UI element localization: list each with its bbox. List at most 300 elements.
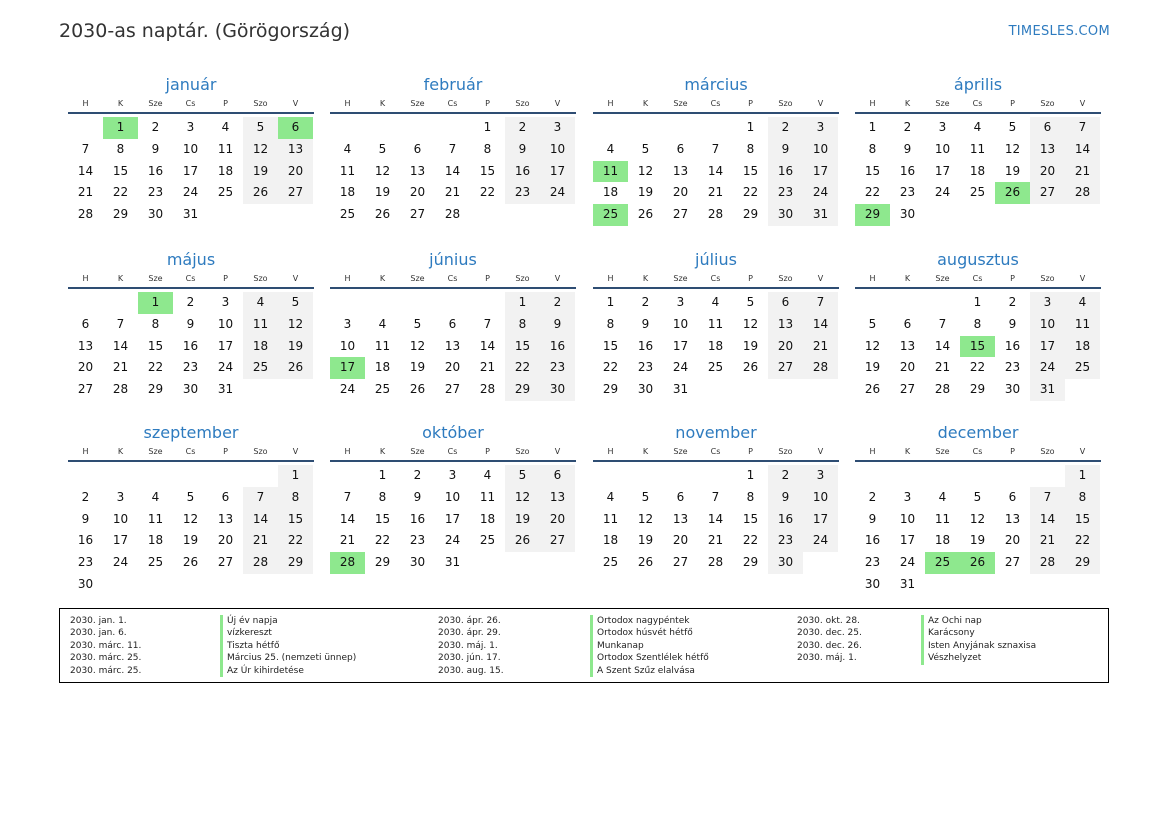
day-cell: 20 [278, 161, 313, 183]
day-cell: 20 [409, 185, 426, 200]
legend-names-col3 [921, 615, 1036, 665]
legend-names-col2 [590, 615, 709, 677]
day-cell: 26 [243, 182, 278, 204]
day-cell: 11 [147, 511, 164, 526]
empty-cell [925, 465, 960, 487]
weekday-label: V [292, 99, 299, 108]
weekday-label: H [869, 447, 876, 456]
day-cell: 21 [77, 185, 94, 200]
day-cell: 24 [339, 382, 356, 397]
weekday-header [593, 446, 839, 462]
weekday-label: Szo [253, 99, 268, 108]
holiday-legend [59, 608, 1109, 683]
day-cell: 23 [77, 555, 94, 570]
empty-cell [173, 465, 208, 487]
day-cell: 11 [593, 161, 628, 183]
day-cell: 28 [77, 207, 94, 222]
day-cell: 8 [746, 489, 755, 504]
legend-date: 2030. ápr. 26. [438, 616, 501, 626]
day-cell: 12 [505, 487, 540, 509]
day-cell: 21 [444, 185, 461, 200]
day-cell: 4 [378, 316, 387, 331]
weekday-label: Szo [778, 274, 793, 283]
day-cell: 8 [1065, 487, 1100, 509]
day-cell: 25 [479, 533, 496, 548]
weekday-label: V [817, 274, 824, 283]
day-cell: 6 [676, 141, 685, 156]
day-cell: 16 [147, 163, 164, 178]
empty-cell [400, 117, 435, 139]
empty-cell [400, 292, 435, 314]
day-cell: 20 [77, 360, 94, 375]
empty-cell [925, 292, 960, 314]
day-cell: 17 [182, 163, 199, 178]
month-name: április [953, 75, 1003, 94]
day-cell: 26 [960, 552, 995, 574]
legend-dates-col3 [797, 615, 862, 665]
day-cell: 26 [278, 357, 313, 379]
legend-date: 2030. jan. 1. [70, 616, 127, 626]
weekday-label: Sze [410, 274, 425, 283]
day-cell: 3 [540, 117, 575, 139]
day-cell: 9 [186, 316, 195, 331]
day-cell: 31 [182, 207, 199, 222]
day-cell: 1 [378, 468, 387, 482]
weekday-label: K [642, 99, 649, 108]
day-cell: 23 [899, 185, 916, 200]
weekday-label: K [117, 99, 124, 108]
day-cell: 13 [444, 338, 461, 353]
weekday-label: H [344, 274, 351, 283]
day-cell: 17 [330, 357, 365, 379]
weekday-label: K [904, 274, 911, 283]
day-cell: 10 [540, 139, 575, 161]
day-cell: 10 [444, 489, 461, 504]
day-cell: 2 [903, 120, 912, 134]
day-cell: 11 [1065, 314, 1100, 336]
day-cell: 11 [969, 141, 986, 156]
legend-dates-col2 [438, 615, 504, 677]
day-cell: 1 [606, 295, 615, 309]
day-cell: 11 [243, 314, 278, 336]
weekday-label: V [1079, 447, 1086, 456]
day-cell: 18 [969, 163, 986, 178]
month-4 [68, 249, 314, 401]
weekday-label: Sze [673, 99, 688, 108]
day-cell: 13 [217, 511, 234, 526]
empty-cell [890, 292, 925, 314]
day-cell: 3 [186, 120, 195, 134]
day-cell: 7 [711, 141, 720, 156]
day-cell: 15 [112, 163, 129, 178]
day-cell: 9 [413, 489, 422, 504]
day-cell: 13 [278, 139, 313, 161]
day-cell: 2 [151, 120, 160, 134]
day-cell: 7 [448, 141, 457, 156]
legend-date: 2030. ápr. 29. [438, 628, 501, 639]
day-cell: 4 [343, 141, 352, 156]
day-cell: 9 [903, 141, 912, 156]
day-cell: 12 [374, 163, 391, 178]
empty-cell [593, 465, 628, 487]
day-cell: 9 [505, 139, 540, 161]
weekday-label: Sze [673, 274, 688, 283]
day-cell: 25 [243, 357, 278, 379]
day-cell: 11 [374, 338, 391, 353]
weekday-label: V [1079, 99, 1086, 108]
month-name: június [429, 250, 477, 269]
weekday-label: V [1079, 274, 1086, 283]
weekday-header [855, 98, 1101, 114]
day-cell: 3 [903, 489, 912, 504]
day-cell: 30 [147, 207, 164, 222]
day-cell: 22 [969, 360, 986, 375]
day-cell: 5 [746, 295, 755, 309]
day-cell: 29 [278, 552, 313, 574]
weekday-label: H [869, 274, 876, 283]
day-cell: 7 [803, 292, 838, 314]
day-cell: 15 [374, 511, 391, 526]
day-cell: 28 [444, 207, 461, 222]
day-cell: 21 [243, 530, 278, 552]
legend-date: 2030. dec. 25. [797, 628, 862, 639]
day-cell: 9 [768, 487, 803, 509]
weekday-header [593, 273, 839, 289]
day-cell: 19 [742, 338, 759, 353]
day-cell: 21 [1030, 530, 1065, 552]
day-cell: 7 [343, 489, 352, 504]
weekday-label: K [904, 99, 911, 108]
weekday-label: H [82, 274, 89, 283]
day-cell: 3 [221, 295, 230, 309]
weekday-label: Szo [778, 447, 793, 456]
weekday-label: Szo [515, 447, 530, 456]
day-cell: 15 [864, 163, 881, 178]
day-cell: 29 [112, 207, 129, 222]
empty-cell [330, 465, 365, 487]
month-2 [593, 74, 839, 226]
day-cell: 28 [707, 207, 724, 222]
day-cell: 25 [1065, 357, 1100, 379]
day-cell: 4 [973, 120, 982, 134]
weekday-label: Cs [185, 99, 196, 108]
day-cell: 12 [1004, 141, 1021, 156]
day-cell: 20 [217, 533, 234, 548]
day-cell: 15 [147, 338, 164, 353]
weekday-label: K [117, 274, 124, 283]
day-cell: 10 [672, 316, 689, 331]
day-cell: 3 [938, 120, 947, 134]
day-cell: 12 [243, 139, 278, 161]
day-cell: 4 [1065, 292, 1100, 314]
day-cell: 6 [448, 316, 457, 331]
day-cell: 17 [444, 511, 461, 526]
weekday-label: K [379, 99, 386, 108]
weekday-label: H [82, 447, 89, 456]
month-name: október [422, 423, 484, 442]
day-cell: 27 [540, 530, 575, 552]
day-cell: 14 [707, 163, 724, 178]
day-cell: 27 [672, 207, 689, 222]
weekday-header [68, 446, 314, 462]
day-cell: 17 [217, 338, 234, 353]
day-cell: 23 [182, 360, 199, 375]
day-cell: 17 [803, 161, 838, 183]
day-cell: 6 [768, 292, 803, 314]
day-grid [330, 117, 576, 226]
empty-cell [243, 465, 278, 487]
day-cell: 21 [112, 360, 129, 375]
day-cell: 23 [864, 555, 881, 570]
weekday-label: P [485, 447, 490, 456]
legend-holiday-name: Ortodox Szentlélek hétfő [590, 652, 709, 664]
empty-cell [330, 117, 365, 139]
day-cell: 16 [1004, 338, 1021, 353]
empty-cell [890, 465, 925, 487]
day-cell: 17 [899, 533, 916, 548]
day-cell: 16 [540, 336, 575, 358]
day-grid [330, 465, 576, 574]
day-cell: 14 [707, 511, 724, 526]
day-cell: 9 [641, 316, 650, 331]
weekday-header [593, 98, 839, 114]
day-cell: 22 [864, 185, 881, 200]
weekday-label: V [292, 447, 299, 456]
day-cell: 25 [339, 207, 356, 222]
legend-date: 2030. máj. 1. [438, 640, 498, 651]
legend-date: 2030. aug. 15. [438, 665, 504, 676]
day-cell: 29 [1065, 552, 1100, 574]
weekday-label: K [117, 447, 124, 456]
day-grid [68, 292, 314, 401]
day-cell: 9 [1008, 316, 1017, 331]
day-cell: 6 [903, 316, 912, 331]
day-grid [330, 292, 576, 401]
day-cell: 30 [637, 382, 654, 397]
day-cell: 8 [378, 489, 387, 504]
day-cell: 12 [864, 338, 881, 353]
day-cell: 13 [77, 338, 94, 353]
day-cell: 3 [803, 117, 838, 139]
day-cell: 5 [868, 316, 877, 331]
day-cell: 2 [540, 292, 575, 314]
day-cell: 25 [374, 382, 391, 397]
weekday-label: Szo [1040, 447, 1055, 456]
day-cell: 7 [483, 316, 492, 331]
empty-cell [855, 465, 890, 487]
day-cell: 16 [899, 163, 916, 178]
day-cell: 18 [1065, 336, 1100, 358]
weekday-header [855, 446, 1101, 462]
day-cell: 10 [803, 487, 838, 509]
day-cell: 28 [803, 357, 838, 379]
day-cell: 24 [182, 185, 199, 200]
month-name: szeptember [143, 423, 239, 442]
day-cell: 15 [1065, 509, 1100, 531]
month-5 [330, 249, 576, 401]
day-cell: 31 [444, 555, 461, 570]
legend-date: 2030. dec. 26. [797, 640, 862, 651]
day-cell: 30 [540, 379, 575, 401]
weekday-label: V [554, 99, 561, 108]
weekday-label: P [748, 99, 753, 108]
day-cell: 9 [151, 141, 160, 156]
day-cell: 12 [409, 338, 426, 353]
weekday-label: K [379, 447, 386, 456]
empty-cell [960, 465, 995, 487]
day-cell: 12 [278, 314, 313, 336]
weekday-label: V [554, 447, 561, 456]
day-cell: 2 [768, 117, 803, 139]
day-cell: 29 [742, 555, 759, 570]
day-cell: 11 [217, 141, 234, 156]
day-grid [593, 465, 839, 574]
day-cell: 7 [1030, 487, 1065, 509]
day-cell: 15 [479, 163, 496, 178]
day-cell: 19 [1004, 163, 1021, 178]
weekday-label: Cs [972, 99, 983, 108]
day-cell: 19 [505, 509, 540, 531]
day-cell: 5 [505, 465, 540, 487]
day-cell: 31 [1030, 379, 1065, 401]
weekday-label: Cs [447, 99, 458, 108]
day-grid [68, 465, 314, 596]
weekday-label: Sze [935, 99, 950, 108]
day-cell: 14 [803, 314, 838, 336]
day-cell: 18 [602, 533, 619, 548]
weekday-label: P [485, 99, 490, 108]
day-cell: 16 [77, 533, 94, 548]
day-grid [593, 292, 839, 401]
day-cell: 16 [505, 161, 540, 183]
day-cell: 6 [540, 465, 575, 487]
day-cell: 20 [1030, 161, 1065, 183]
day-cell: 13 [1030, 139, 1065, 161]
day-cell: 26 [742, 360, 759, 375]
day-cell: 23 [1004, 360, 1021, 375]
day-cell: 28 [243, 552, 278, 574]
day-cell: 24 [899, 555, 916, 570]
day-cell: 10 [112, 511, 129, 526]
day-cell: 25 [925, 552, 960, 574]
day-cell: 18 [339, 185, 356, 200]
day-cell: 8 [116, 141, 125, 156]
day-cell: 2 [641, 295, 650, 309]
day-cell: 17 [803, 509, 838, 531]
day-cell: 17 [672, 338, 689, 353]
day-cell: 1 [278, 465, 313, 487]
day-cell: 14 [77, 163, 94, 178]
empty-cell [628, 117, 663, 139]
day-cell: 5 [641, 489, 650, 504]
day-cell: 17 [112, 533, 129, 548]
day-cell: 6 [1008, 489, 1017, 504]
day-cell: 27 [77, 382, 94, 397]
day-cell: 13 [672, 163, 689, 178]
day-cell: 12 [969, 511, 986, 526]
weekday-label: Szo [515, 274, 530, 283]
empty-cell [995, 465, 1030, 487]
day-cell: 23 [540, 357, 575, 379]
empty-cell [138, 465, 173, 487]
day-cell: 16 [768, 509, 803, 531]
day-cell: 27 [1004, 555, 1021, 570]
empty-cell [435, 292, 470, 314]
day-cell: 18 [217, 163, 234, 178]
site-link[interactable]: TIMESLES.COM [1008, 24, 1110, 39]
day-cell: 26 [374, 207, 391, 222]
month-name: július [695, 250, 737, 269]
legend-holiday-name: Isten Anyjának sznaxisa [921, 640, 1036, 652]
day-cell: 8 [483, 141, 492, 156]
weekday-label: Szo [253, 274, 268, 283]
day-cell: 3 [1030, 292, 1065, 314]
legend-date: 2030. jún. 17. [438, 653, 501, 664]
day-cell: 10 [803, 139, 838, 161]
day-cell: 29 [602, 382, 619, 397]
day-cell: 10 [899, 511, 916, 526]
month-name: augusztus [937, 250, 1019, 269]
weekday-label: Cs [972, 274, 983, 283]
weekday-label: K [379, 274, 386, 283]
weekday-label: P [485, 274, 490, 283]
day-cell: 29 [742, 207, 759, 222]
day-cell: 1 [868, 120, 877, 134]
day-cell: 16 [409, 511, 426, 526]
day-cell: 30 [409, 555, 426, 570]
day-cell: 26 [505, 530, 540, 552]
weekday-label: P [748, 274, 753, 283]
day-cell: 17 [1030, 336, 1065, 358]
day-cell: 8 [278, 487, 313, 509]
day-cell: 19 [637, 185, 654, 200]
day-cell: 30 [182, 382, 199, 397]
month-11 [855, 422, 1101, 596]
day-cell: 22 [147, 360, 164, 375]
day-cell: 15 [602, 338, 619, 353]
day-cell: 1 [1065, 465, 1100, 487]
month-0 [68, 74, 314, 226]
day-cell: 2 [81, 489, 90, 504]
day-cell: 24 [803, 530, 838, 552]
day-cell: 9 [540, 314, 575, 336]
day-cell: 31 [803, 204, 838, 226]
empty-cell [365, 117, 400, 139]
weekday-label: Cs [710, 447, 721, 456]
weekday-label: H [607, 274, 614, 283]
day-cell: 3 [803, 465, 838, 487]
day-cell: 26 [637, 555, 654, 570]
month-7 [855, 249, 1101, 401]
day-cell: 17 [540, 161, 575, 183]
weekday-label: Sze [148, 447, 163, 456]
day-cell: 25 [147, 555, 164, 570]
day-cell: 5 [278, 292, 313, 314]
weekday-label: H [607, 447, 614, 456]
weekday-label: Cs [447, 274, 458, 283]
day-cell: 18 [374, 360, 391, 375]
day-cell: 4 [151, 489, 160, 504]
day-cell: 13 [1004, 511, 1021, 526]
day-cell: 23 [637, 360, 654, 375]
legend-date: 2030. márc. 11. [70, 640, 142, 651]
day-cell: 29 [969, 382, 986, 397]
empty-cell [103, 292, 138, 314]
legend-holiday-name: Március 25. (nemzeti ünnep) [220, 652, 356, 664]
empty-cell [68, 465, 103, 487]
day-cell: 11 [934, 511, 951, 526]
month-name: december [937, 423, 1019, 442]
